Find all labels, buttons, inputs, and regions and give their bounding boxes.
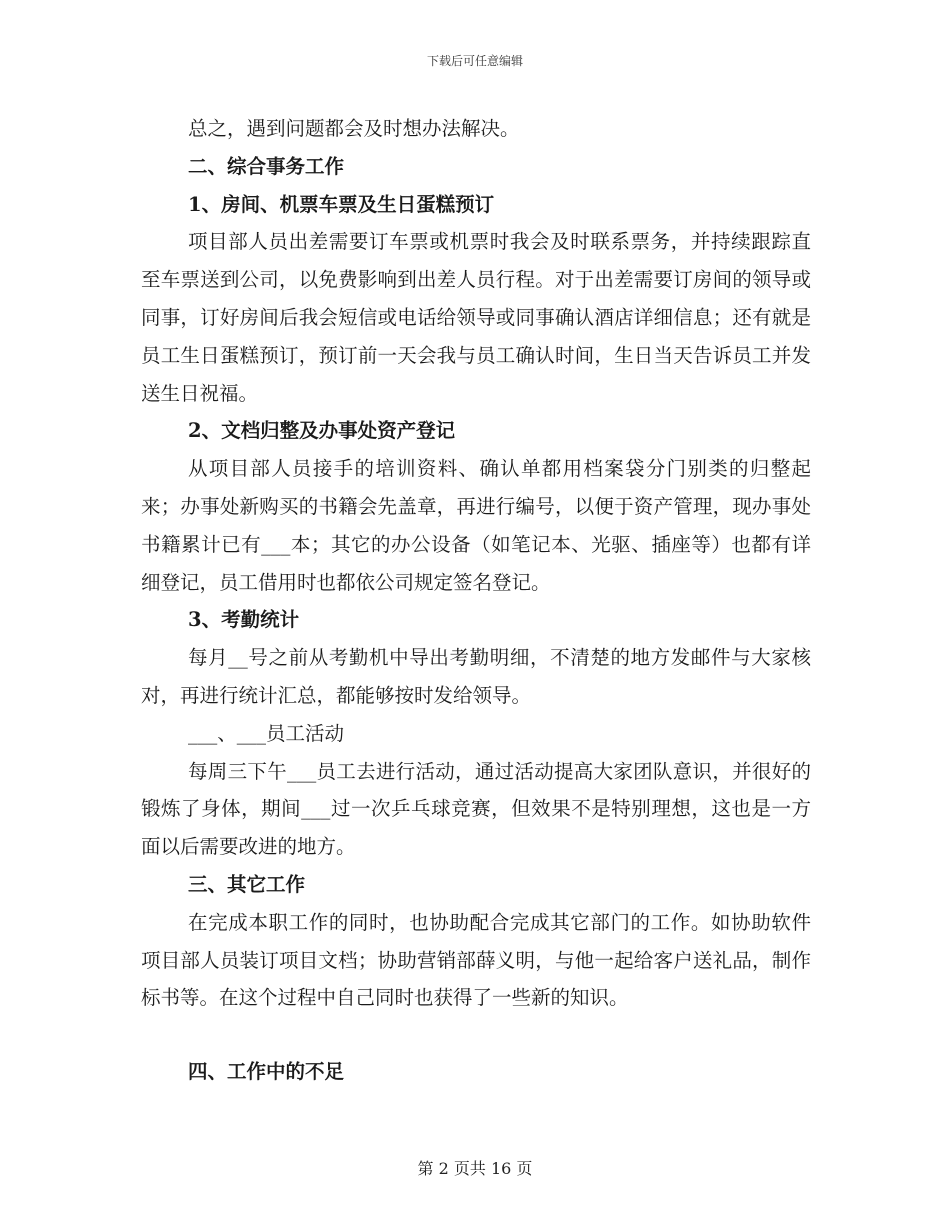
subsection-heading: 2、文档归整及办事处资产登记 [188,419,456,443]
subsection-heading: 1、房间、机票车票及生日蛋糕预订 [188,192,495,216]
paragraph: 从项目部人员接手的培训资料、确认单都用档案袋分门别类的归整起来；办事处新购买的书籍会先盖章，再进行编号，以便于资产管理，现办事处书籍累计已有___本；其它的办公设备（如笔记本、光驱、插座等）也都有详细登记，员工借用时也都依公司规定签名登记。 [141,457,811,594]
spacer [141,1017,811,1053]
section-heading: 二、综合事务工作 [188,154,345,178]
page-header-note: 下载后可任意编辑 [426,54,523,68]
paragraph: 在完成本职工作的同时，也协助配合完成其它部门的工作。如协助软件项目部人员装订项目文档；协助营销部薛义明，与他一起给客户送礼品，制作标书等。在这个过程中自己同时也获得了一些新的知识。 [141,910,811,1010]
paragraph: 总之，遇到问题都会及时想办法解决。 [188,117,520,140]
page-number-footer: 第 2 页共 16 页 [417,1159,533,1178]
paragraph: 每周三下午___员工去进行活动，通过活动提高大家团队意识，并很好的锻炼了身体，期间___过一次乒乓球竞赛，但效果不是特别理想，这也是一方面以后需要改进的地方。 [141,759,811,859]
document-body [141,110,811,1091]
subsection-heading: ___、___员工活动 [188,721,345,745]
subsection-heading: 3、考勤统计 [188,608,300,632]
section-heading: 四、工作中的不足 [188,1060,345,1084]
paragraph: 项目部人员出差需要订车票或机票时我会及时联系票务，并持续跟踪直至车票送到公司，以免费影响到出差人员行程。对于出差需要订房间的领导或同事，订好房间后我会短信或电话给领导或同事确认酒店详细信息；还有就是员工生日蛋糕预订，预订前一天会我与员工确认时间，生日当天告诉员工并发送生日祝福。 [141,230,811,405]
paragraph: 每月__号之前从考勤机中导出考勤明细，不清楚的地方发邮件与大家核对，再进行统计汇总，都能够按时发给领导。 [141,646,811,707]
section-heading: 三、其它工作 [188,872,306,896]
